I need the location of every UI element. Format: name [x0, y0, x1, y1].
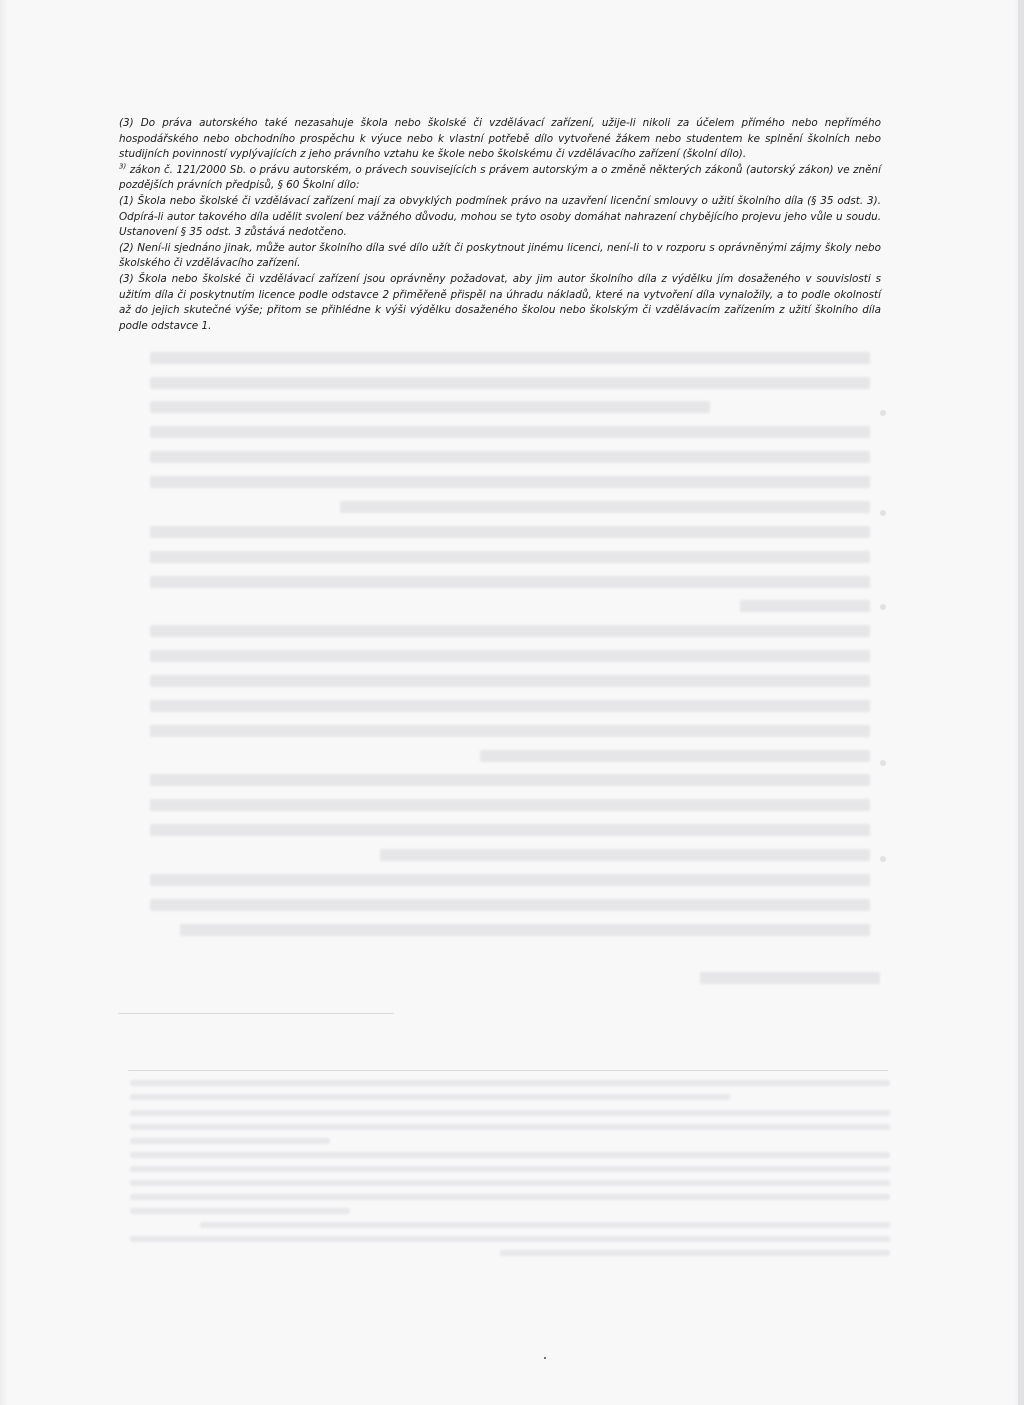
ghost-line	[180, 924, 870, 936]
ghost-footnote	[130, 1180, 890, 1186]
ghost-line	[340, 501, 870, 513]
ghost-footnote	[130, 1094, 730, 1100]
ghost-footnote	[500, 1250, 890, 1256]
ghost-line	[150, 451, 870, 463]
ghost-line	[700, 972, 880, 984]
paragraph-law-reference	[119, 163, 881, 194]
ghost-line	[150, 476, 870, 488]
ghost-line	[150, 799, 870, 811]
ghost-line	[150, 650, 870, 662]
ghost-signature-line	[118, 1013, 394, 1014]
ghost-line	[150, 700, 870, 712]
ghost-footnote	[130, 1236, 890, 1242]
ghost-line	[150, 824, 870, 836]
scan-speck	[544, 1357, 546, 1359]
ghost-bullet	[880, 856, 886, 862]
ghost-footnote	[130, 1152, 890, 1158]
ghost-line	[380, 849, 870, 861]
ghost-footnote	[130, 1080, 890, 1086]
ghost-line	[150, 899, 870, 911]
ghost-line	[150, 725, 870, 737]
ghost-line	[150, 874, 870, 886]
ghost-line	[150, 774, 870, 786]
ghost-line	[150, 551, 870, 563]
ghost-footnote	[130, 1110, 890, 1116]
ghost-line	[150, 377, 870, 389]
footnote-marker: 3)	[119, 162, 127, 171]
ghost-footnote	[130, 1124, 890, 1130]
ghost-line	[150, 625, 870, 637]
paragraph-license-right: (1) Škola nebo školské či vzdělávací zařízení mají za obvyklých podmínek právo na uzavření licenční smlouvy o užití školního díla (§ 35 odst. 3). Odpírá-li autor takového díla udělit svolení bez vážného důvodu, mohou se tyto osoby domáhat nahrazení chybějícího projevu jeho vůle u soudu. Ustanovení § 35 odst. 3 zůstává nedotčeno.	[119, 194, 881, 239]
paragraph-cost-contribution: (3) Škola nebo školské či vzdělávací zařízení jsou oprávněny požadovat, aby jim autor školního díla z výdělku jím dosaženého v souvislosti s užitím díla či poskytnutím licence podle odstavce 2 přiměřeně přispěl na úhradu nákladů, které na vytvoření díla vynaložily, a to podle okolností až do jejich skutečné výše; přitom se přihlédne k výši výdělku dosaženého školou nebo školským či vzdělávacím zařízením z užití školního díla podle odstavce 1.	[119, 272, 881, 332]
ghost-bullet	[880, 410, 886, 416]
ghost-footnote	[130, 1208, 350, 1214]
ghost-line	[150, 526, 870, 538]
paragraph-school-work-use: (3) Do práva autorského také nezasahuje škola nebo školské či vzdělávací zařízení, užije-li nikoli za účelem přímého nebo nepřímého hospodářského nebo obchodního prospěchu k výuce nebo k vlastní potřebě dílo vytvořené žákem nebo studentem ke splnění školních nebo studijních povinností vyplývajících z jeho právního vztahu ke škole nebo školskému či vzdělávacího zařízení (školní dílo).	[119, 117, 881, 161]
ghost-line	[150, 675, 870, 687]
ghost-line	[150, 352, 870, 364]
law-reference-text: zákon č. 121/2000 Sb. o právu autorském, o právech souvisejících s právem autorským a o změně některých zákonů (autorský zákon) ve znění pozdějších právních předpisů, § 60 Školní dílo:	[119, 163, 882, 192]
paragraph-author-use: (2) Není-li sjednáno jinak, může autor školního díla své dílo užít či poskytnout jinému licenci, není-li to v rozporu s oprávněnými zájmy školy nebo školského či vzdělávacího zařízení.	[119, 241, 881, 270]
ghost-footnote	[200, 1222, 890, 1228]
ghost-footnote	[130, 1166, 890, 1172]
ghost-footnote	[130, 1138, 330, 1144]
ghost-line	[150, 401, 710, 413]
ghost-line	[480, 750, 870, 762]
ghost-bullet	[880, 760, 886, 766]
ghost-footnote	[130, 1194, 890, 1200]
ghost-footnote-rule	[128, 1070, 888, 1071]
ghost-line	[150, 426, 870, 438]
ghost-line	[740, 600, 870, 612]
page-edge	[1018, 0, 1024, 1405]
ghost-bullet	[880, 604, 886, 610]
ghost-line	[150, 576, 870, 588]
ghost-bullet	[880, 510, 886, 516]
legal-text-block	[119, 116, 881, 334]
